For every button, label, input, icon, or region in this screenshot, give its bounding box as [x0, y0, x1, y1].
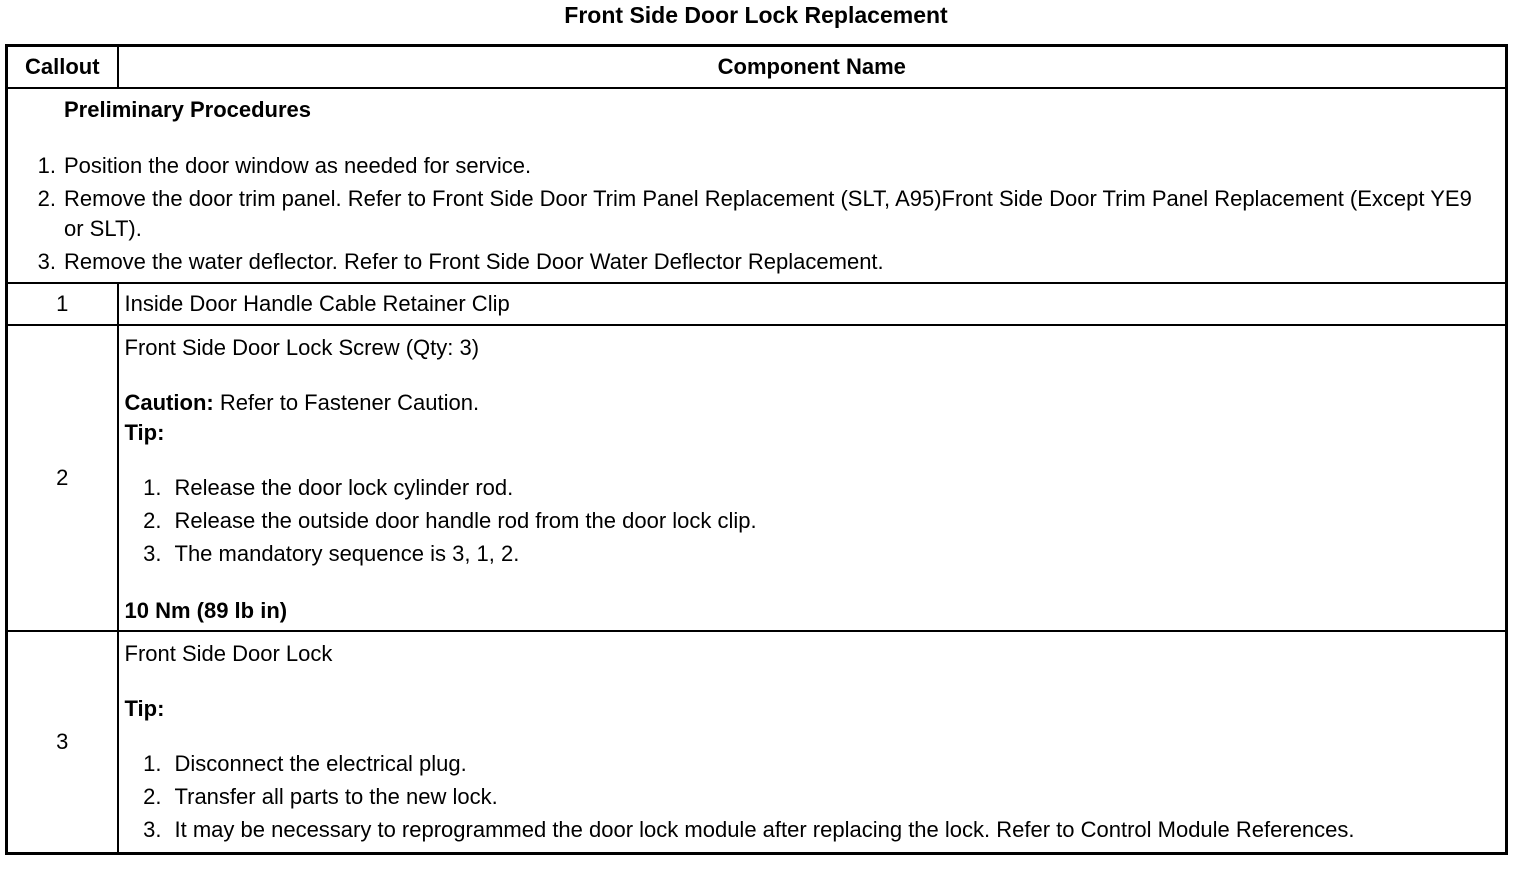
component-name-header: Component Name	[118, 46, 1507, 88]
preliminary-step: 1. Position the door window as needed for service.	[37, 152, 532, 178]
component-name: Front Side Door Lock Screw (Qty: 3)	[124, 334, 480, 360]
preliminary-row	[7, 88, 1507, 283]
tip-label: Tip:	[124, 419, 165, 445]
component-table	[5, 44, 1508, 855]
callout-cell: 2	[7, 325, 118, 631]
callout-cell: 1	[7, 283, 118, 325]
table-row	[7, 283, 1507, 325]
preliminary-procedures	[7, 88, 1507, 283]
tip-label: Tip:	[124, 695, 165, 721]
component-name-cell	[118, 325, 1507, 631]
table-row	[7, 631, 1507, 854]
tip-item: 3. It may be necessary to reprogrammed the door lock module after replacing the lock. Refer to Control Module References.	[143, 816, 1355, 842]
page-title: Front Side Door Lock Replacement	[564, 2, 948, 28]
caution-label: Caution:	[124, 389, 214, 415]
component-name: Front Side Door Lock	[124, 640, 333, 666]
preliminary-step: 2. Remove the door trim panel. Refer to Front Side Door Trim Panel Replacement (SLT, A95)Front Side Door Trim Panel Replacement (Except YE9 or SLT).	[37, 185, 1472, 241]
torque-spec: 10 Nm (89 lb in)	[124, 597, 288, 623]
tip-item: 1. Disconnect the electrical plug.	[143, 750, 467, 776]
caution-text: Refer to Fastener Caution.	[213, 389, 480, 415]
preliminary-steps	[16, 151, 1485, 277]
component-name-cell	[118, 631, 1507, 854]
caution-note	[125, 388, 1486, 418]
tip-list	[125, 473, 1486, 569]
table-row	[7, 325, 1507, 631]
preliminary-step: 3. Remove the water deflector. Refer to Front Side Door Water Deflector Replacement.	[37, 248, 884, 274]
tip-item: 1. Release the door lock cylinder rod.	[143, 474, 514, 500]
preliminary-heading: Preliminary Procedures	[64, 96, 312, 122]
header-row	[7, 46, 1507, 88]
tip-list	[125, 749, 1486, 845]
tip-item: 3. The mandatory sequence is 3, 1, 2.	[143, 540, 520, 566]
callout-cell: 3	[7, 631, 118, 854]
component-name-cell: Inside Door Handle Cable Retainer Clip	[118, 283, 1507, 325]
tip-item: 2. Release the outside door handle rod from the door lock clip.	[143, 507, 757, 533]
tip-item: 2. Transfer all parts to the new lock.	[143, 783, 498, 809]
callout-header: Callout	[7, 46, 118, 88]
